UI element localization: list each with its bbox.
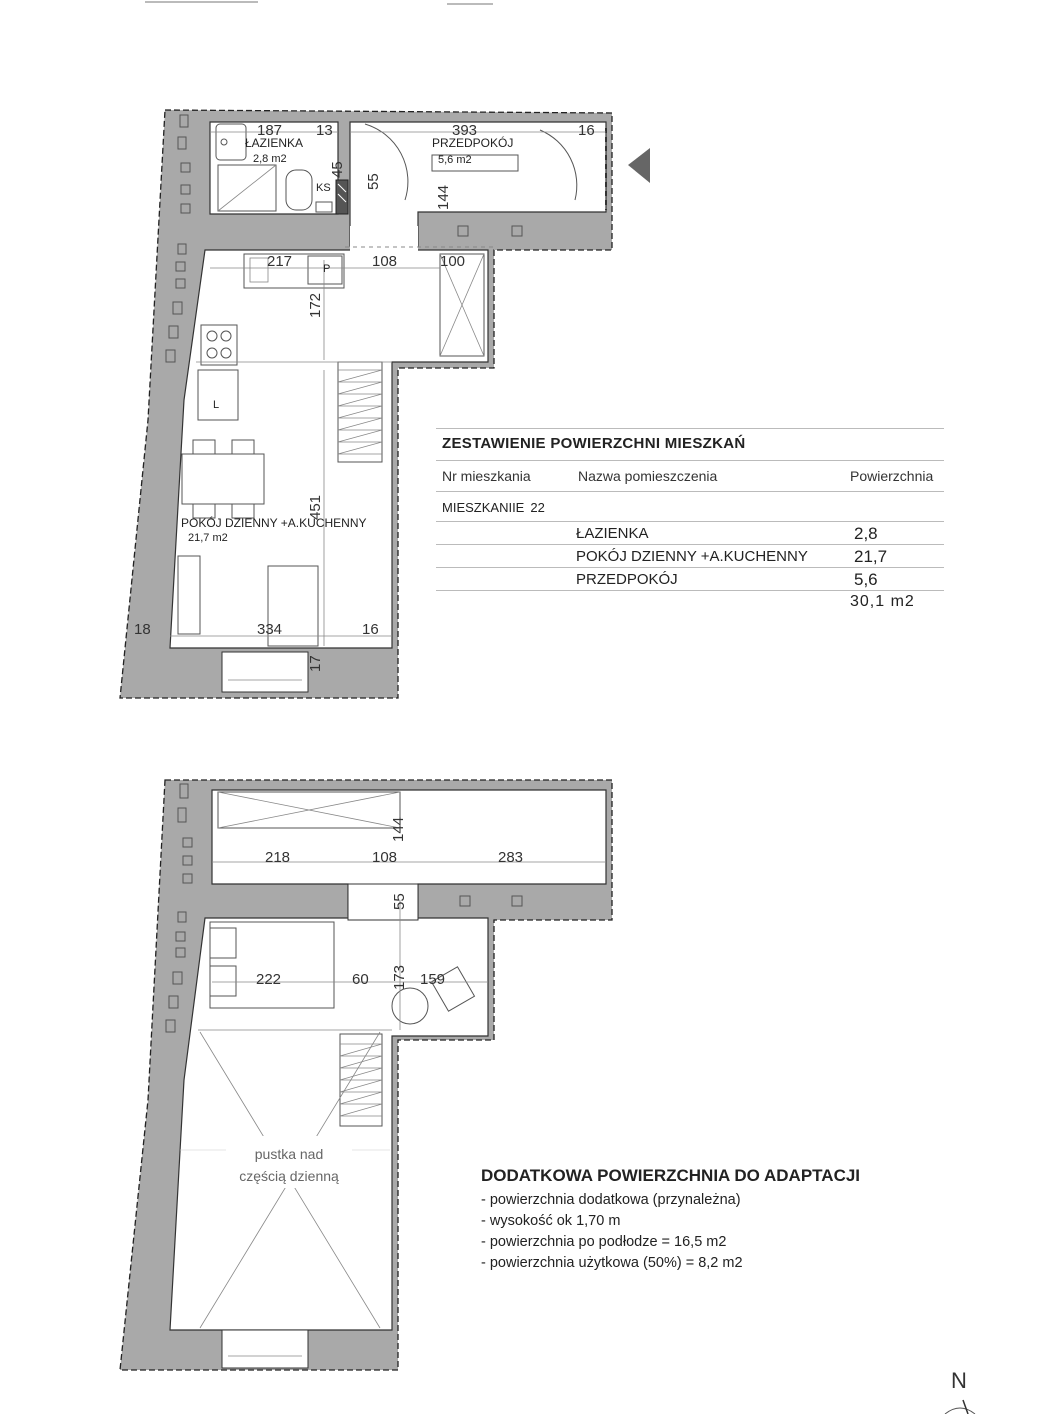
dim-label: 222 [256, 971, 282, 988]
dim-label: 283 [498, 849, 524, 866]
dim-label: 100 [440, 253, 466, 270]
table-row [436, 545, 944, 568]
dim-label: 159 [420, 971, 446, 988]
ks-label: KS [316, 182, 331, 194]
additional-area-line: - powierzchnia użytkowa (50%) = 8,2 m2 [481, 1255, 743, 1271]
additional-area-line: - wysokość ok 1,70 m [481, 1213, 621, 1229]
header-apartment-no: Nr mieszkania [442, 468, 531, 484]
room-name: POKÓJ DZIENNY +A.KUCHENNY [576, 548, 808, 565]
room-area-hallway: 5,6 m2 [438, 154, 472, 166]
dim-label: 60 [352, 971, 369, 988]
north-arrow-icon [945, 1400, 975, 1414]
dim-label: 45 [329, 161, 346, 178]
dim-label: 187 [257, 122, 283, 139]
dim-label: 451 [307, 494, 324, 520]
dim-label: 13 [316, 122, 333, 139]
dim-label: 55 [365, 173, 382, 190]
room-area-living: 21,7 m2 [188, 532, 228, 544]
dim-label: 108 [372, 849, 398, 866]
dim-label: 55 [391, 893, 408, 910]
dim-label: 172 [307, 292, 324, 318]
apartment-label: MIESZKANIIE [442, 500, 525, 515]
dim-label: 334 [257, 621, 283, 638]
room-area: 5,6 [854, 570, 878, 589]
additional-area-line: - powierzchnia dodatkowa (przynależna) [481, 1192, 741, 1208]
area-summary-table [436, 428, 944, 611]
compass-north-label: N [951, 1368, 967, 1393]
dim-label: 108 [372, 253, 398, 270]
dim-label: 16 [578, 122, 595, 139]
ventilation-shaft [336, 180, 348, 214]
mezzanine-floor-plan [120, 780, 612, 1370]
dim-label: 173 [391, 964, 408, 990]
table-header [436, 461, 944, 492]
table-row [436, 568, 944, 591]
dim-label: 393 [452, 122, 478, 139]
room-label-living: POKÓJ DZIENNY +A.KUCHENNY [181, 516, 367, 530]
table-row [436, 522, 944, 545]
dim-label: 144 [435, 184, 452, 210]
window-lower [222, 1330, 308, 1368]
additional-area-line: - powierzchnia po podłodze = 16,5 m2 [481, 1234, 727, 1250]
window-upper [222, 652, 308, 692]
apartment-row [436, 492, 944, 522]
room-label-bathroom: ŁAZIENKA [245, 136, 304, 150]
total-area: 30,1 m2 [850, 593, 915, 610]
dim-label: 217 [267, 253, 293, 270]
apartment-number: 22 [530, 500, 545, 515]
void-label-line1: pustka nad [254, 1146, 324, 1162]
room-name: ŁAZIENKA [576, 525, 649, 542]
room-area-bathroom: 2,8 m2 [253, 153, 287, 165]
table-title: ZESTAWIENIE POWIERZCHNI MIESZKAŃ [436, 428, 944, 461]
dim-label: 16 [362, 621, 379, 638]
dim-label: 218 [265, 849, 291, 866]
fridge-label: P [323, 263, 331, 275]
room-area: 21,7 [854, 547, 888, 566]
additional-area-notes [481, 1166, 931, 1274]
entrance-arrow [628, 148, 650, 183]
header-area: Powierzchnia [850, 468, 934, 484]
room-area: 2,8 [854, 524, 878, 543]
washer-label: L [213, 399, 220, 411]
header-room-name: Nazwa pomieszczenia [578, 468, 718, 484]
dim-label: 144 [390, 816, 407, 842]
dim-label: 18 [134, 621, 151, 638]
dim-label: 17 [307, 655, 324, 672]
room-name: PRZEDPOKÓJ [576, 571, 678, 588]
room-label-hallway: PRZEDPOKÓJ [432, 136, 514, 150]
void-label-line2: częścią dzienną [239, 1168, 339, 1184]
additional-area-title: DODATKOWA POWIERZCHNIA DO ADAPTACJI [481, 1166, 861, 1185]
